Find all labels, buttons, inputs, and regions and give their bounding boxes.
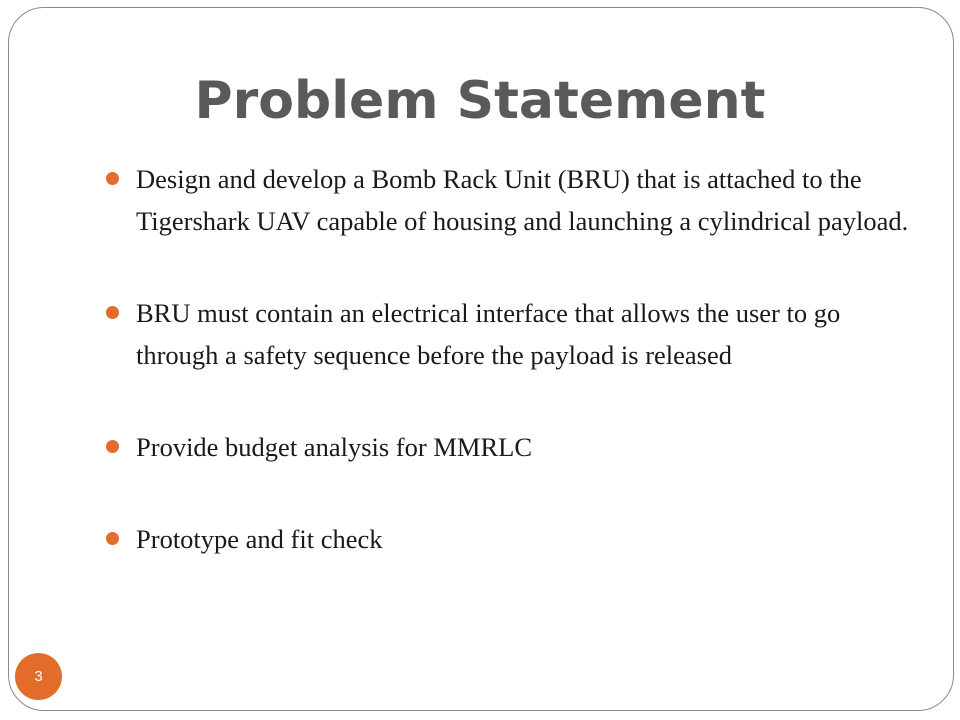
bullet-dot-icon: [106, 532, 119, 545]
bullet-item: [104, 426, 914, 468]
page-number-badge: 3: [15, 653, 62, 700]
bullet-item: [104, 158, 914, 242]
bullet-list: [104, 158, 914, 560]
bullet-item: [104, 292, 914, 376]
slide-title: Problem Statement: [194, 71, 766, 131]
bullet-dot-icon: [106, 306, 119, 319]
bullet-text: Provide budget analysis for MMRLC: [136, 432, 532, 462]
bullet-text: Design and develop a Bomb Rack Unit (BRU) that is attached to the Tigershark UAV capable of housing and launching a cylindrical payload.: [136, 164, 909, 236]
bullet-dot-icon: [106, 172, 119, 185]
bullet-text: Prototype and fit check: [136, 524, 383, 554]
bullet-text: BRU must contain an electrical interface that allows the user to go through a safety sequence before the payload is released: [136, 298, 841, 370]
bullet-item: [104, 518, 914, 560]
bullet-dot-icon: [106, 440, 119, 453]
